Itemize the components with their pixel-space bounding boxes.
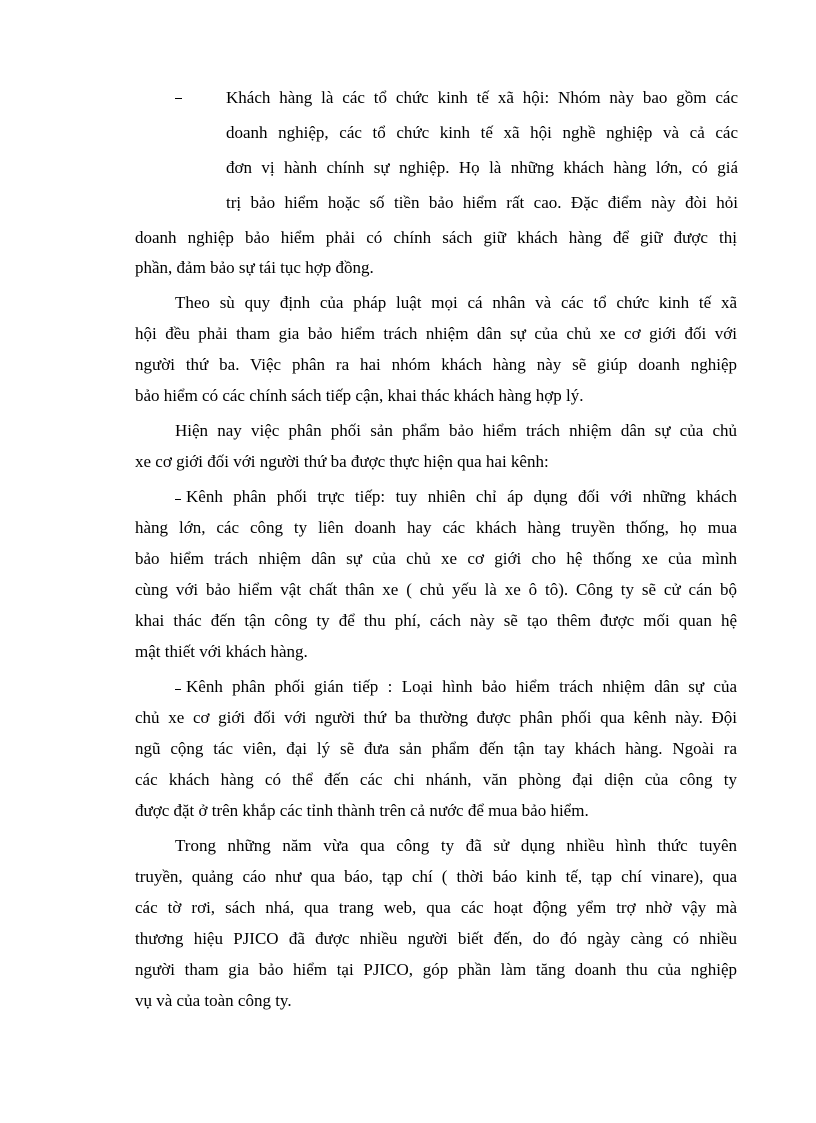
p6-line-3: các tờ rơi, sách nhá, qua trang web, qua các hoạt động yểm trợ nhờ vậy mà	[135, 898, 737, 917]
p5-line-2: chủ xe cơ giới đối với người thứ ba thường được phân phối qua kênh này. Đội	[135, 708, 737, 727]
p6-line-4: thương hiệu PJICO đã được nhiều người biết đến, do đó ngày càng có nhiều	[135, 929, 737, 948]
p1-line-6: phần, đảm bảo sự tái tục hợp đồng.	[135, 258, 374, 277]
p4-line-2: hàng lớn, các công ty liên doanh hay các khách hàng truyền thống, họ mua	[135, 518, 737, 537]
p1-line-5: doanh nghiệp bảo hiểm phải có chính sách giữ khách hàng để giữ được thị	[135, 228, 737, 247]
p6-line-1: Trong những năm vừa qua công ty đã sử dụng nhiều hình thức tuyên	[175, 836, 737, 855]
bullet-dash-icon	[175, 98, 182, 99]
p6-line-6: vụ và của toàn công ty.	[135, 991, 292, 1010]
p5-line-1-text: Kênh phân phối gián tiếp : Loại hình bảo hiểm trách nhiệm dân sự của	[186, 677, 737, 696]
p4-line-5: khai thác đến tận công ty để thu phí, cách này sẽ tạo thêm được mối quan hệ	[135, 611, 737, 630]
p4-line-6: mật thiết với khách hàng.	[135, 642, 308, 661]
inline-dash-icon	[175, 689, 181, 690]
p5-line-5: được đặt ở trên khắp các tỉnh thành trên cả nước để mua bảo hiểm.	[135, 801, 589, 820]
p5-line-1	[175, 677, 737, 697]
inline-dash-icon	[175, 499, 181, 500]
p2-line-3: người thứ ba. Việc phân ra hai nhóm khách hàng này sẽ giúp doanh nghiệp	[135, 355, 737, 374]
p4-line-1-text: Kênh phân phối trực tiếp: tuy nhiên chỉ áp dụng đối với những khách	[186, 487, 737, 506]
p5-line-3: ngũ cộng tác viên, đại lý sẽ đưa sản phẩm đến tận tay khách hàng. Ngoài ra	[135, 739, 737, 758]
p2-line-2: hội đều phải tham gia bảo hiểm trách nhiệm dân sự của chủ xe cơ giới đối với	[135, 324, 737, 343]
p3-line-1: Hiện nay việc phân phối sản phẩm bảo hiểm trách nhiệm dân sự của chủ	[175, 421, 737, 440]
p4-line-3: bảo hiểm trách nhiệm dân sự của chủ xe cơ giới cho hệ thống xe của mình	[135, 549, 737, 568]
p6-line-5: người tham gia bảo hiểm tại PJICO, góp phần làm tăng doanh thu của nghiệp	[135, 960, 737, 979]
p1-line-4: trị bảo hiểm hoặc số tiền bảo hiểm rất cao. Đặc điểm này đòi hỏi	[226, 193, 738, 212]
p6-line-2: truyền, quảng cáo như qua báo, tạp chí ( thời báo kinh tế, tạp chí vinare), qua	[135, 867, 737, 886]
p3-line-2: xe cơ giới đối với người thứ ba được thực hiện qua hai kênh:	[135, 452, 549, 471]
p4-line-1	[175, 487, 737, 507]
p4-line-4: cùng với bảo hiểm vật chất thân xe ( chủ yếu là xe ô tô). Công ty sẽ cử cán bộ	[135, 580, 737, 599]
p1-line-2: doanh nghiệp, các tổ chức kinh tế xã hội nghề nghiệp và cả các	[226, 123, 738, 142]
p2-line-4: bảo hiểm có các chính sách tiếp cận, khai thác khách hàng hợp lý.	[135, 386, 584, 405]
p2-line-1: Theo sù quy định của pháp luật mọi cá nhân và các tổ chức kinh tế xã	[175, 293, 737, 312]
p1-line-3: đơn vị hành chính sự nghiệp. Họ là những khách hàng lớn, có giá	[226, 158, 738, 177]
p5-line-4: các khách hàng có thể đến các chi nhánh, văn phòng đại diện của công ty	[135, 770, 737, 789]
p1-line-1: Khách hàng là các tổ chức kinh tế xã hội: Nhóm này bao gồm các	[226, 88, 738, 107]
